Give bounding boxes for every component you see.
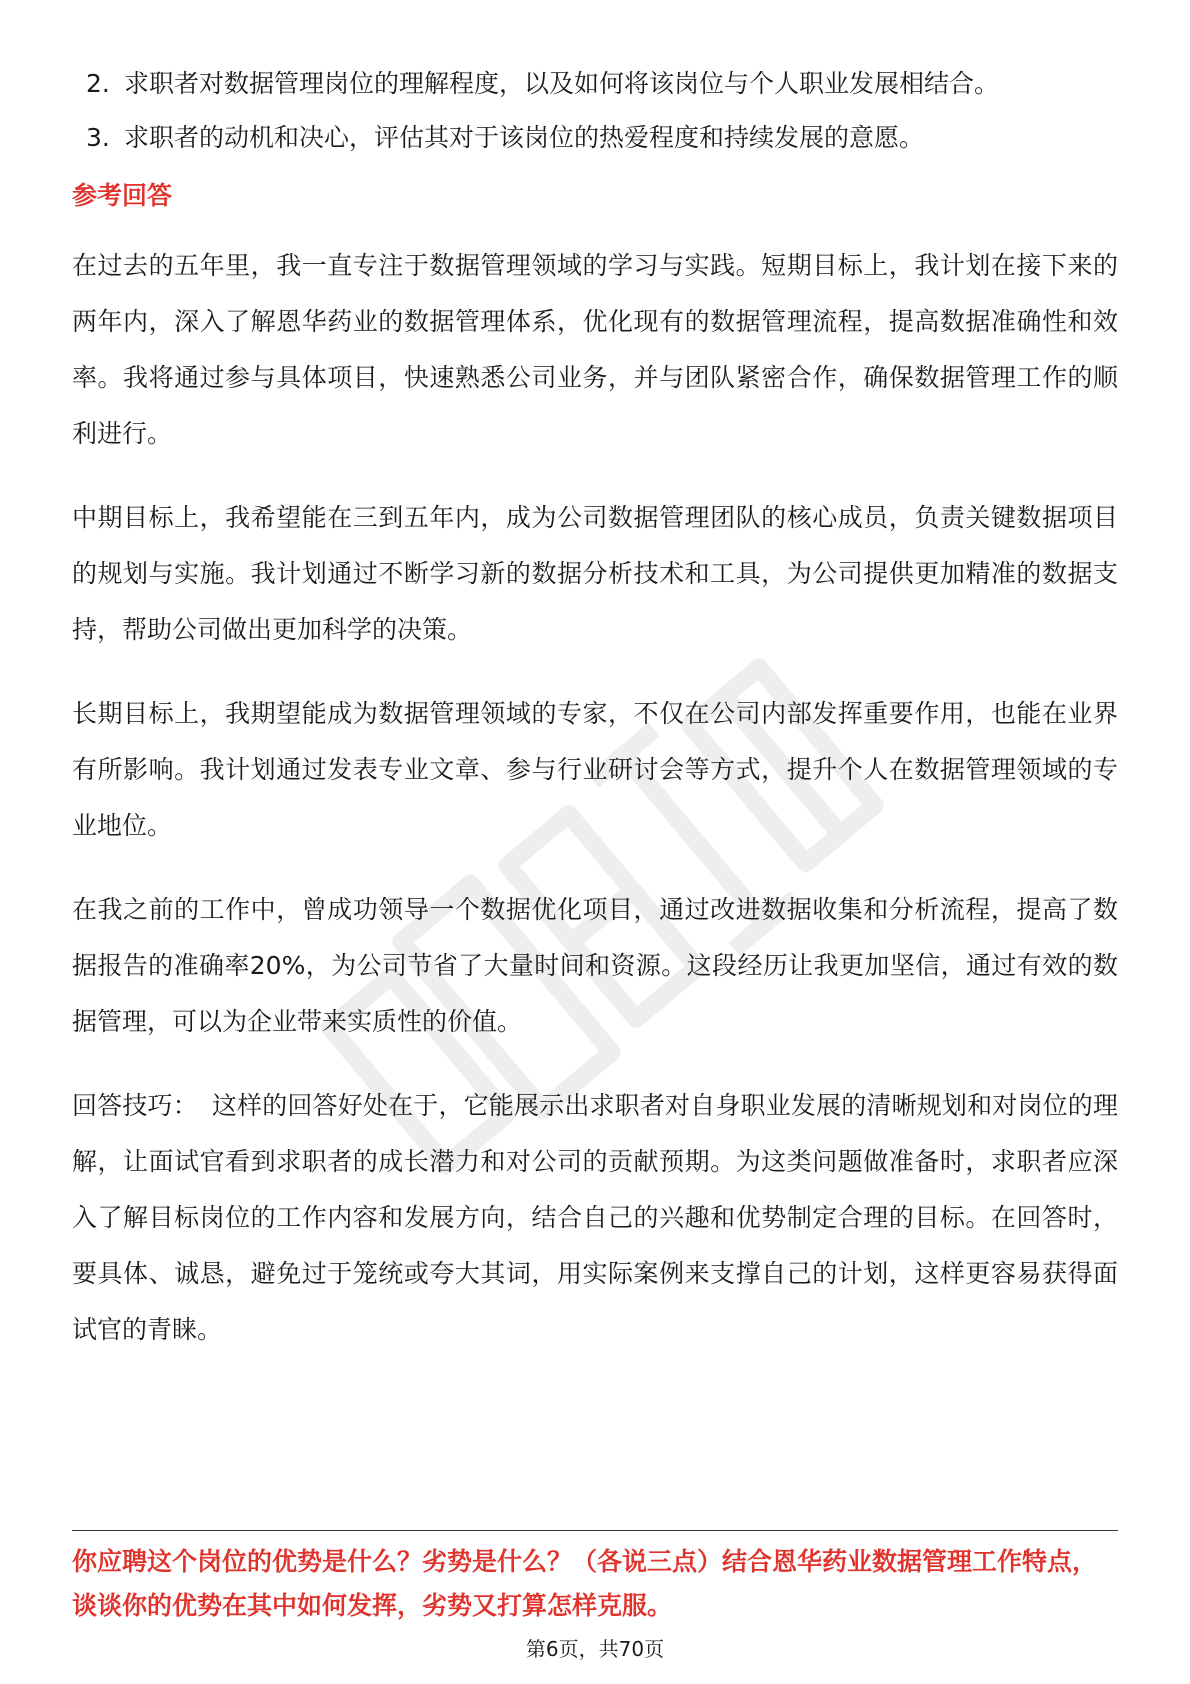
list-number: 2. — [86, 69, 110, 98]
main-content — [72, 58, 1118, 1386]
tips-paragraph — [72, 1078, 1118, 1358]
section-heading: 参考回答 — [72, 181, 173, 210]
answer-paragraph: 在过去的五年里，我一直专注于数据管理领域的学习与实践。短期目标上，我计划在接下来的两年内，深入了解恩华药业的数据管理体系，优化现有的数据管理流程，提高数据准确性和效率。我将通过参与具体项目，快速熟悉公司业务，并与团队紧密合作，确保数据管理工作的顺利进行。 — [72, 251, 1118, 448]
tips-label: 回答技巧： — [72, 1091, 198, 1120]
divider — [72, 1530, 1118, 1531]
list-item-text: 求职者的动机和决心，评估其对于该岗位的热爱程度和持续发展的意愿。 — [124, 123, 925, 152]
answer-paragraph: 中期目标上，我希望能在三到五年内，成为公司数据管理团队的核心成员，负责关键数据项目的规划与实施。我计划通过不断学习新的数据分析技术和工具，为公司提供更加精准的数据支持，帮助公司做出更加科学的决策。 — [72, 503, 1118, 644]
answer-paragraph: 在我之前的工作中，曾成功领导一个数据优化项目，通过改进数据收集和分析流程，提高了数据报告的准确率20%，为公司节省了大量时间和资源。这段经历让我更加坚信，通过有效的数据管理，可以为企业带来实质性的价值。 — [72, 895, 1118, 1036]
page-footer: 第6页，共70页 — [525, 1637, 665, 1661]
answer-paragraph: 长期目标上，我期望能成为数据管理领域的专家，不仅在公司内部发挥重要作用，也能在业界有所影响。我计划通过发表专业文章、参与行业研讨会等方式，提升个人在数据管理领域的专业地位。 — [72, 699, 1118, 840]
list-item — [72, 112, 1118, 164]
list-item-text: 求职者对数据管理岗位的理解程度，以及如何将该岗位与个人职业发展相结合。 — [124, 69, 1000, 98]
list-number: 3. — [86, 123, 110, 152]
list-item — [72, 58, 1118, 110]
tips-text: 这样的回答好处在于，它能展示出求职者对自身职业发展的清晰规划和对岗位的理解，让面试官看到求职者的成长潜力和对公司的贡献预期。为这类问题做准备时，求职者应深入了解目标岗位的工作内容和发展方向，结合自己的兴趣和优势制定合理的目标。在回答时，要具体、诚恳，避免过于笼统或夸大其词，用实际案例来支撑自己的计划，这样更容易获得面试官的青睐。 — [72, 1091, 1118, 1344]
next-question-heading: 你应聘这个岗位的优势是什么？劣势是什么？（各说三点）结合恩华药业数据管理工作特点，谈谈你的优势在其中如何发挥，劣势又打算怎样克服。 — [72, 1547, 1098, 1620]
